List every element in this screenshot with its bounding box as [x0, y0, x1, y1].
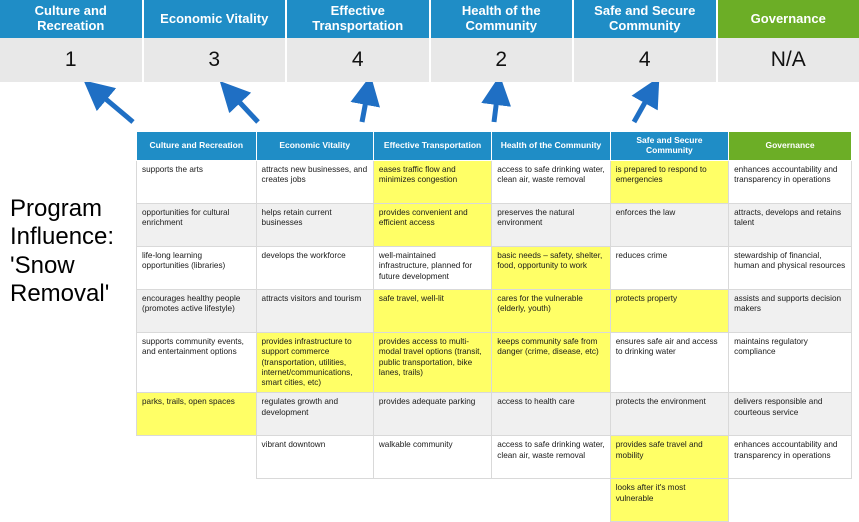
matrix-cell: delivers responsible and courteous service	[729, 393, 852, 436]
community-outcomes-matrix	[136, 131, 852, 522]
matrix-cell: eases traffic flow and minimizes congestion	[373, 161, 491, 204]
scorecard-header-health-of-the-community: Health of the Community	[431, 0, 575, 38]
matrix-cell: supports community events, and entertainment options	[137, 333, 257, 393]
matrix-cell: protects the environment	[610, 393, 728, 436]
scorecard-header-strip	[0, 0, 859, 82]
matrix-cell: life-long learning opportunities (libraries)	[137, 247, 257, 290]
matrix-cell: reduces crime	[610, 247, 728, 290]
matrix-cell: ensures safe air and access to drinking water	[610, 333, 728, 393]
matrix-cell	[373, 479, 491, 522]
matrix-cell: is prepared to respond to emergencies	[610, 161, 728, 204]
matrix-row	[137, 204, 852, 247]
matrix-cell: provides safe travel and mobility	[610, 436, 728, 479]
matrix-cell: attracts, develops and retains talent	[729, 204, 852, 247]
scorecard-header-effective-transportation: Effective Transportation	[287, 0, 431, 38]
matrix-cell: stewardship of financial, human and physical resources	[729, 247, 852, 290]
matrix-cell: provides convenient and efficient access	[373, 204, 491, 247]
matrix-cell: enhances accountability and transparency in operations	[729, 436, 852, 479]
matrix-header-health-of-the-community: Health of the Community	[492, 132, 610, 161]
matrix-cell: access to safe drinking water, clean air, waste removal	[492, 436, 610, 479]
matrix-header-governance: Governance	[729, 132, 852, 161]
score-safe-and-secure-community: 4	[574, 38, 718, 82]
matrix-cell: assists and supports decision makers	[729, 290, 852, 333]
matrix-header-effective-transportation: Effective Transportation	[373, 132, 491, 161]
matrix-header-safe-and-secure-community: Safe and Secure Community	[610, 132, 728, 161]
matrix-cell: provides infrastructure to support commerce (transportation, utilities, internet/communications, smart cities, etc)	[256, 333, 373, 393]
matrix-cell: parks, trails, open spaces	[137, 393, 257, 436]
matrix-cell: supports the arts	[137, 161, 257, 204]
scorecard-header-governance: Governance	[718, 0, 859, 38]
matrix-cell: opportunities for cultural enrichment	[137, 204, 257, 247]
scorecard-header-economic-vitality: Economic Vitality	[144, 0, 288, 38]
matrix-row	[137, 161, 852, 204]
score-health-of-the-community: 2	[431, 38, 575, 82]
matrix-cell: looks after it's most vulnerable	[610, 479, 728, 522]
matrix-header-culture-and-recreation: Culture and Recreation	[137, 132, 257, 161]
matrix-cell: enforces the law	[610, 204, 728, 247]
score-governance: N/A	[718, 38, 859, 82]
scorecard-header-safe-and-secure-community: Safe and Secure Community	[574, 0, 718, 38]
matrix-header-economic-vitality: Economic Vitality	[256, 132, 373, 161]
arrow-culture-and-recreation	[95, 90, 133, 122]
matrix-cell: access to safe drinking water, clean air, waste removal	[492, 161, 610, 204]
arrow-safe-and-secure-community	[634, 90, 652, 122]
matrix-cell: keeps community safe from danger (crime, disease, etc)	[492, 333, 610, 393]
arrow-economic-vitality	[230, 92, 258, 122]
matrix-cell: maintains regulatory compliance	[729, 333, 852, 393]
matrix-row	[137, 247, 852, 290]
matrix-body	[137, 161, 852, 522]
matrix-cell: cares for the vulnerable (elderly, youth)	[492, 290, 610, 333]
matrix-cell: enhances accountability and transparency in operations	[729, 161, 852, 204]
matrix-row	[137, 333, 852, 393]
matrix-row	[137, 479, 852, 522]
program-influence-caption: Program Influence: 'Snow Removal'	[10, 195, 135, 308]
scorecard-score-row	[0, 38, 859, 82]
arrow-health-of-the-community	[494, 90, 498, 122]
matrix-cell: attracts new businesses, and creates jobs	[256, 161, 373, 204]
matrix-row	[137, 393, 852, 436]
matrix-cell: regulates growth and development	[256, 393, 373, 436]
arrow-group	[0, 82, 859, 130]
matrix-cell: basic needs – safety, shelter, food, opportunity to work	[492, 247, 610, 290]
matrix-cell	[256, 479, 373, 522]
matrix-cell: walkable community	[373, 436, 491, 479]
matrix-cell: encourages healthy people (promotes active lifestyle)	[137, 290, 257, 333]
matrix-cell	[137, 479, 257, 522]
matrix-cell: provides access to multi-modal travel options (transit, public transportation, bike lanes, trails)	[373, 333, 491, 393]
score-effective-transportation: 4	[287, 38, 431, 82]
matrix-cell: safe travel, well-lit	[373, 290, 491, 333]
matrix-cell	[137, 436, 257, 479]
score-economic-vitality: 3	[144, 38, 288, 82]
matrix-cell: provides adequate parking	[373, 393, 491, 436]
matrix-row	[137, 436, 852, 479]
matrix-header-row	[137, 132, 852, 161]
scorecard-header-culture-and-recreation: Culture and Recreation	[0, 0, 144, 38]
matrix-cell: attracts visitors and tourism	[256, 290, 373, 333]
matrix-cell: preserves the natural environment	[492, 204, 610, 247]
matrix-cell: well-maintained infrastructure, planned for future development	[373, 247, 491, 290]
matrix-cell	[729, 479, 852, 522]
matrix-cell: develops the workforce	[256, 247, 373, 290]
matrix-cell	[492, 479, 610, 522]
matrix-cell: vibrant downtown	[256, 436, 373, 479]
matrix-row	[137, 290, 852, 333]
scorecard-header-row	[0, 0, 859, 38]
matrix-cell: access to health care	[492, 393, 610, 436]
score-culture-and-recreation: 1	[0, 38, 144, 82]
matrix-cell: helps retain current businesses	[256, 204, 373, 247]
matrix-cell: protects property	[610, 290, 728, 333]
arrow-effective-transportation	[362, 90, 368, 122]
